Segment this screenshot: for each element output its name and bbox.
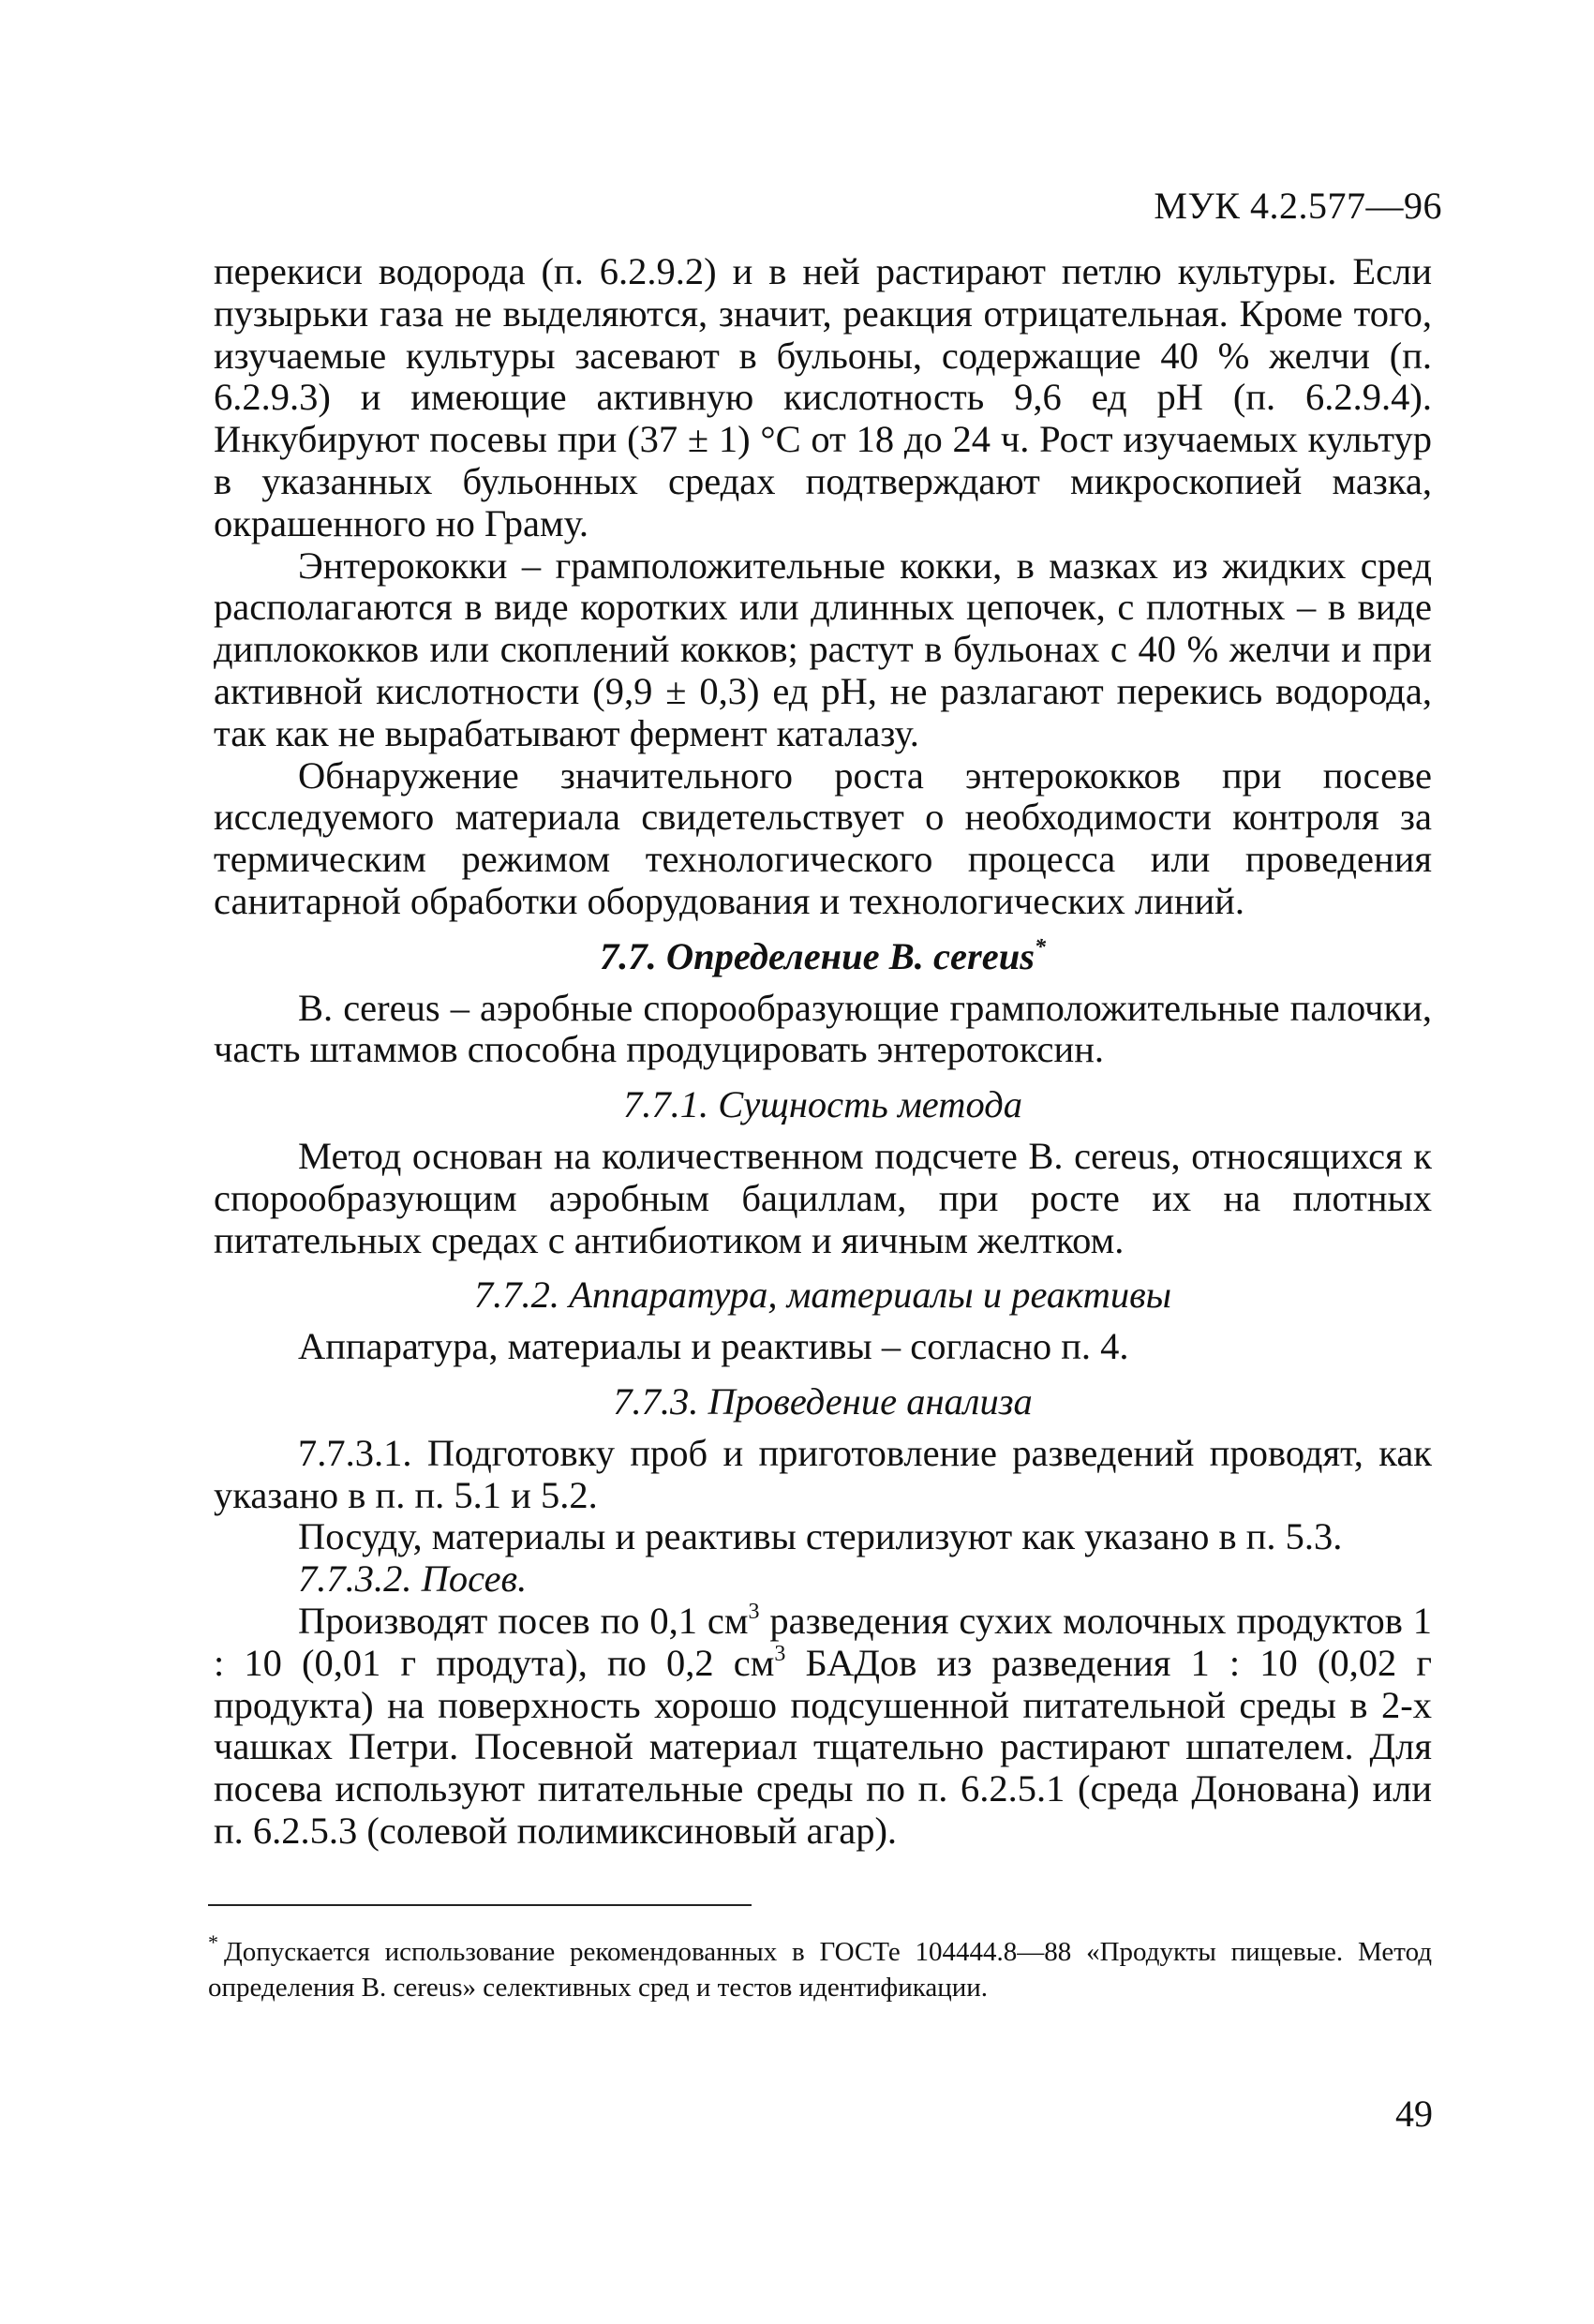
footnote-mark: * <box>208 1930 218 1954</box>
paragraph-peroxide-test: перекиси водорода (п. 6.2.9.2) и в ней растирают петлю культуры. Если пузырьки газа не выделяются, значит, реакция отрицательная. Кроме того, изучаемые культуры засевают в бульоны, содержащие 40 % желчи (п. 6.2.9.3) и имеющие активную кислотность 9,6 ед pH (п. 6.2.9.4). Инкубируют посевы при (37 ± 1) °С от 18 до 24 ч. Рост изучаемых культур в указанных бульонных средах подтверждают микроскопией мазка, окрашенного но Граму. <box>214 250 1432 544</box>
section-heading-7-7-2: 7.7.2. Аппаратура, материалы и реактивы <box>473 1274 1172 1317</box>
superscript-cubic-2: 3 <box>774 1641 786 1666</box>
document-code-header: МУК 4.2.577—96 <box>1154 185 1442 227</box>
seeding-text-part-2: разведения сухих молочных продуктов 1 : 10 (0,01 г продута), по 0,2 см <box>214 1599 1433 1684</box>
footnote-text: Допускается использование рекомендованных в ГОСТе 104444.8—88 «Продукты пищевые. Метод определения B. cereus» селективных сред и тестов идентификации. <box>208 1937 1432 2003</box>
seeding-text-part-3: БАДов из разведения 1 : 10 (0,02 г продукта) на поверхность хорошо подсушенной питательной среды в 2-х чашках Петри. Посевной материал тщательно растирают шпателем. Для посева используют питательные среды по п. 6.2.5.1 (среда Донована) или п. 6.2.5.3 (солевой полимиксиновый агар). <box>214 1641 1432 1852</box>
superscript-cubic-1: 3 <box>748 1599 760 1624</box>
paragraph-seeding <box>214 1601 1432 1853</box>
paragraph-equipment: Аппаратура, материалы и реактивы – согласно п. 4. <box>298 1325 1129 1368</box>
section-heading-7-7-1: 7.7.1. Сущность метода <box>623 1083 1022 1126</box>
main-text <box>214 251 1432 1853</box>
paragraph-sample-prep: 7.7.3.1. Подготовку проб и приготовление разведений проводят, как указано в п. п. 5.1 и 5.2. <box>214 1431 1432 1516</box>
paragraph-bcereus-definition: B. cereus – аэробные спорообразующие грамположительные палочки, часть штаммов способна продуцировать энтеротоксин. <box>214 986 1432 1071</box>
paragraph-method-essence: Метод основан на количественном подсчете B. cereus, относящихся к спорообразующим аэробным бациллам, при росте их на плотных питательных средах с антибиотиком и яичным желтком. <box>214 1134 1432 1261</box>
paragraph-detection: Обнаружение значительного роста энтерококков при посеве исследуемого материала свидетельствует о необходимости контроля за термическим режимом технологического процесса или проведения санитарной обработки оборудования и технологических линий. <box>214 753 1432 922</box>
footnote <box>208 1930 1432 2005</box>
section-heading-7-7-3-2: 7.7.3.2. Посев. <box>298 1557 528 1601</box>
section-heading-7-7-3: 7.7.3. Проведение анализа <box>613 1379 1033 1423</box>
page-number: 49 <box>1395 2093 1433 2135</box>
section-heading-7-7 <box>214 936 1432 978</box>
paragraph-sterilization: Посуду, материалы и реактивы стерилизуют как указано в п. 5.3. <box>298 1515 1343 1558</box>
footnote-divider <box>208 1904 752 1906</box>
footnote-reference-mark: * <box>1035 934 1047 960</box>
section-heading-7-7-text: 7.7. Определение B. cereus <box>599 934 1035 977</box>
seeding-text-part-1: Производят посев по 0,1 см <box>298 1599 749 1642</box>
paragraph-enterococci: Энтерококки – грамположительные кокки, в мазках из жидких сред располагаются в виде коротких или длинных цепочек, с плотных – в виде диплококков или скоплений кокков; растут в бульонах с 40 % желчи и при активной кислотности (9,9 ± 0,3) ед pH, не разлагают перекись водорода, так как не вырабатывают фермент каталазу. <box>214 544 1432 754</box>
